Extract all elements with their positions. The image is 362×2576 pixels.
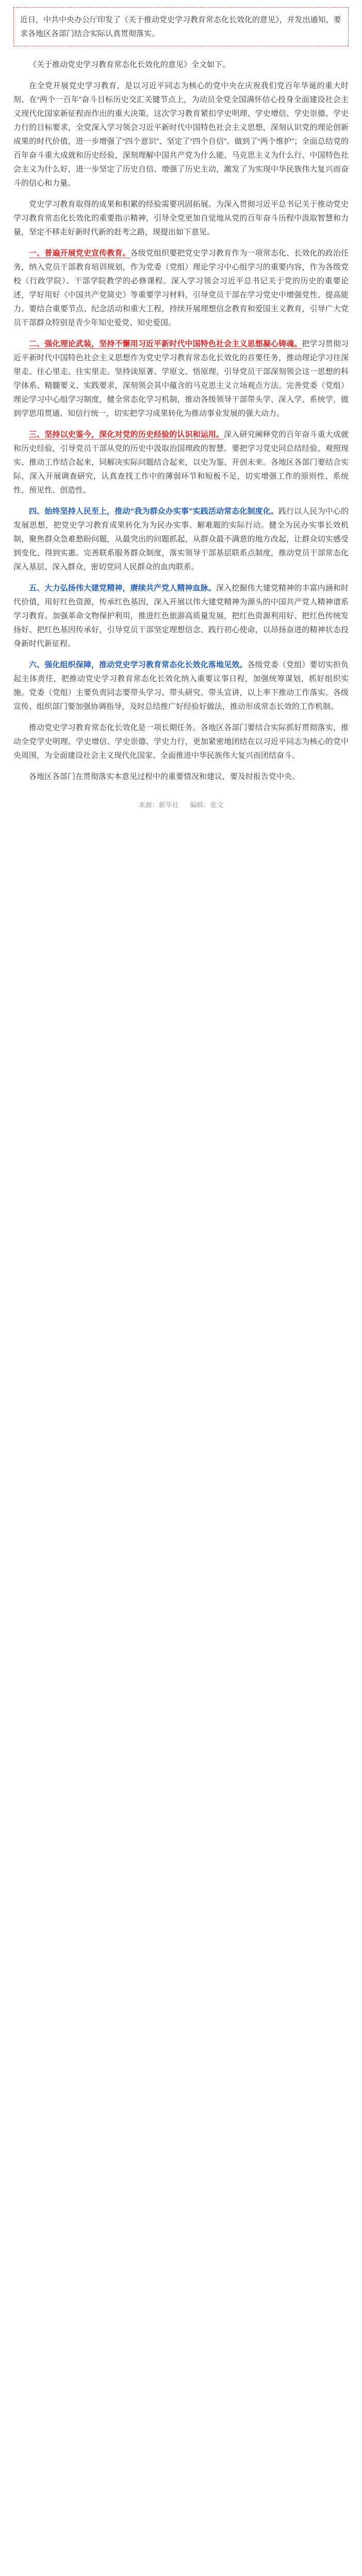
section-1-body: 各级党组织要把党史学习教育作为一项常态化、长效化的政治任务，纳入党员干部教育培训规划，作为党委（党组）理论学习中心组学习的重要内容，作为各级党校（行政学院）、干部学院教学的必修课程。深入学习领会习近平总书记关于党的历史的重要论述，学好用好《中国共产党简史》等重要学习材料，引导党员干部在学习党史中增强党性、提高能力。要结合重要节点、纪念活动和重大工程，持续开展理想信念教育和爱国主义教育，引导广大党员干部群众特别是青少年知史爱党、知史爱国。 xyxy=(13,249,349,327)
article-footer xyxy=(13,799,349,811)
intro-lead: 近日，中共中央办公厅印发了《关于推动党史学习教育常态化长效化的意见》，并发出通知，要求各地区各部门结合实际认真贯彻落实。 xyxy=(20,15,341,38)
closing-paragraph-1: 推动党史学习教育常态化长效化是一项长期任务。各地区各部门要结合实际抓好贯彻落实，推动全党学史明理、学史增信、学史崇德、学史力行，更加紧密地团结在以习近平同志为核心的党中央周围，为全面建设社会主义现代化国家、全面推进中华民族伟大复兴而团结奋斗。 xyxy=(13,723,349,760)
section-4-heading: 四、始终坚持人民至上，推动“我为群众办实事”实践活动常态化制度化。 xyxy=(29,507,279,516)
preamble-paragraph-1: 在全党开展党史学习教育，是以习近平同志为核心的党中央在庆祝我们党百年华诞的重大时刻、在“两个一百年”奋斗目标历史交汇关键节点上，为动员全党全国满怀信心投身全面建设社会主义现代化国家新征程而作出的重大决策。这次学习教育紧扣学史明理、学史增信、学史崇德、学史力行的目标要求，全党深入学习领会习近平新时代中国特色社会主义思想，深刻认识党的理论创新成果的时代价值，进一步增强了“四个意识”、坚定了“四个自信”、做到了“两个维护”；全面总结党的百年奋斗重大成就和历史经验，深刻理解中国共产党为什么能、马克思主义为什么行、中国特色社会主义为什么好，进一步坚定了历史自信、增强了历史主动，激发了为实现中华民族伟大复兴而奋斗的信心和力量。 xyxy=(13,81,349,188)
section-4 xyxy=(13,504,349,574)
editor-label: 编辑：张文 xyxy=(190,801,224,809)
section-5 xyxy=(13,581,349,651)
document-title-line: 《关于推动党史学习教育常态化长效化的意见》全文如下。 xyxy=(29,60,231,69)
closing-paragraph-2: 各地区各部门在贯彻落实本意见过程中的重要情况和建议，要及时报告党中央。 xyxy=(29,772,300,781)
section-5-body: 深入挖掘伟大建党精神的丰富内涵和时代价值，用好红色资源，传承红色基因，深入开展以伟大建党精神为源头的中国共产党人精神谱系学习教育。加强革命文物保护利用，推进红色旅游高质量发展，把红色资源利用好、把红色传统发扬好、把红色基因传承好，引导党员干部坚定理想信念、践行初心使命，以昂扬奋进的精神状态投身新时代新征程。 xyxy=(13,584,349,648)
section-6-heading: 六、强化组织保障，推动党史学习教育常态化长效化落地见效。 xyxy=(29,660,248,669)
section-1 xyxy=(13,246,349,330)
section-2 xyxy=(13,337,349,420)
section-2-body: 把学习贯彻习近平新时代中国特色社会主义思想作为党史学习教育常态化长效化的首要任务，推动理论学习往深里走、往心里走、往实里走。坚持读原著、学原文、悟原理，引导党员干部深刻领会这一思想的科学体系、精髓要义、实践要求，深刻领会其中蕴含的马克思主义立场观点方法。完善党委（党组）理论学习中心组学习制度，健全常态化学习机制，推动各级领导干部带头学、深入学、系统学，做到学思用贯通、知信行统一，切实把学习成果转化为推动事业发展的强大动力。 xyxy=(13,340,349,418)
preamble-paragraph-2: 党史学习教育取得的成果和积累的经验需要巩固拓展。为深入贯彻习近平总书记关于推动党史学习教育常态化长效化的重要指示精神，引导全党更加自觉地从党的百年奋斗历程中汲取智慧和力量，坚定不移走好新时代新的赶考之路，现提出如下意见。 xyxy=(13,200,349,236)
source-label: 来源：新华社 xyxy=(138,801,179,809)
section-4-body: 践行以人民为中心的发展思想，把党史学习教育成果转化为为民办实事、解难题的实际行动。健全为民办实事长效机制，聚焦群众急难愁盼问题，从最突出的问题抓起，从群众最不满意的地方改起，让群众切实感受到变化、得到实惠。完善联系服务群众制度，落实领导干部基层联系点制度，推动党员干部常态化深入基层、深入群众，密切党同人民群众的血肉联系。 xyxy=(13,507,349,571)
section-1-heading: 一、普遍开展党史宣传教育。 xyxy=(29,249,130,258)
section-5-heading: 五、大力弘扬伟大建党精神，赓续共产党人精神血脉。 xyxy=(29,584,216,592)
section-3-body: 深入研究阐释党的百年奋斗重大成就和历史经验，引导党员干部从党的历史中汲取治国理政的智慧。要把学习党史同总结经验、观照现实、推动工作结合起来，同解决实际问题结合起来，以史为鉴、开创未来。各地区各部门要结合实际，深入开展调查研究，认真查找工作中的薄弱环节和短板不足，切实增强工作的原则性、系统性、预见性、创造性。 xyxy=(13,430,349,495)
intro-box xyxy=(13,7,349,46)
section-6 xyxy=(13,658,349,714)
section-3-heading: 三、坚持以史鉴今，深化对党的历史经验的认识和运用。 xyxy=(29,430,224,439)
section-3 xyxy=(13,428,349,497)
section-6-body: 各级党委（党组）要切实担负起主体责任，把推动党史学习教育常态化长效化纳入重要议事日程，加强统筹谋划，抓好组织实施。党委（党组）主要负责同志要带头学习、带头研究、带头宣讲，以上率下推动工作落实。各级宣传、组织部门要加强协调指导，及时总结推广好经验好做法，推动形成常态长效的工作机制。 xyxy=(13,660,349,711)
section-2-heading: 二、强化理论武装，坚持不懈用习近平新时代中国特色社会主义思想凝心铸魂。 xyxy=(29,340,302,348)
